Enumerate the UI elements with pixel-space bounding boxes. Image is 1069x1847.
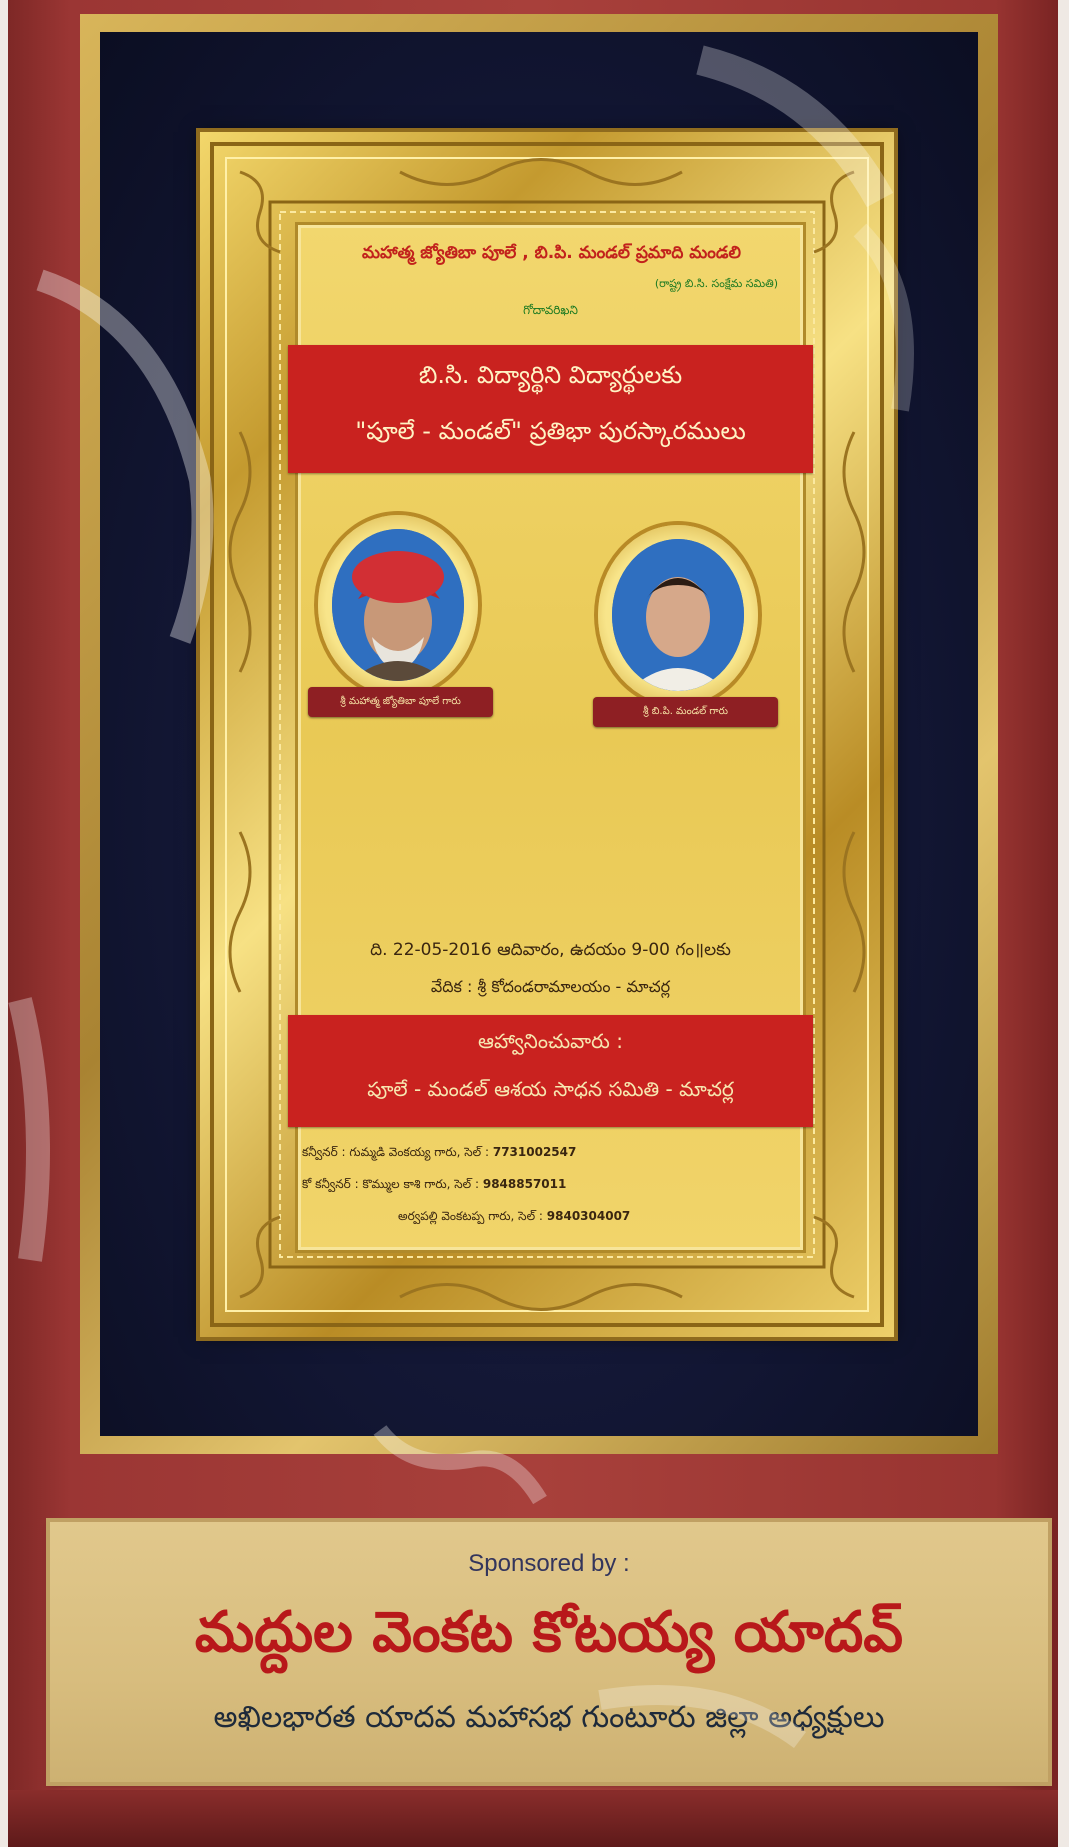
portrait-frame-left — [318, 515, 478, 695]
contact-name: అర్వపల్లి వెంకటప్ప గారు, సెల్ : — [398, 1209, 543, 1223]
event-date: ది. 22-05-2016 ఆదివారం, ఉదయం 9-00 గం॥లకు — [370, 940, 731, 960]
invitees-banner — [288, 1015, 813, 1127]
portrait-right-ribbon — [593, 697, 778, 727]
portrait-right-caption: శ్రీ బి.పి. మండల్ గారు — [643, 706, 728, 717]
organization-title: మహాత్మ జ్యోతిబా పూలే , బి.పి. మండల్ ప్రమాది మండలి — [362, 243, 741, 263]
golden-invitation-card — [200, 132, 894, 1337]
sponsor-title: అఖిలభారత యాదవ మహాసభ గుంటూరు జిల్లా అధ్యక్షులు — [213, 1700, 885, 1735]
contact-role: కన్వీనర్ : — [302, 1145, 346, 1159]
contact-row — [398, 1209, 630, 1226]
portrait-right-image — [612, 539, 744, 691]
man-portrait-icon — [612, 539, 744, 691]
award-banner — [288, 345, 813, 473]
plaque-bottom-edge — [8, 1790, 1058, 1847]
award-banner-line-2: "పూలే - మండల్" ప్రతిభా పురస్కారములు — [355, 417, 746, 445]
contact-role: కో కన్వీనర్ : — [302, 1177, 359, 1191]
contact-name: కొమ్ముల కాశి గారు, సెల్ : — [362, 1177, 480, 1191]
portrait-left-image — [332, 529, 464, 681]
contact-phone: 7731002547 — [492, 1145, 577, 1159]
award-banner-line-1: బి.సి. విద్యార్థిని విద్యార్థులకు — [418, 361, 683, 389]
card-inner-panel — [295, 222, 806, 1253]
contact-phone: 9848857011 — [482, 1177, 567, 1191]
sponsor-name: మద్దుల వెంకట కోటయ్య యాదవ్ — [194, 1600, 904, 1665]
sponsored-by-label: Sponsored by : — [468, 1550, 630, 1577]
sponsor-panel — [50, 1522, 1048, 1782]
contact-phone: 9840304007 — [546, 1209, 631, 1223]
elder-man-portrait-icon — [332, 529, 464, 681]
organization-registration: (రాష్ట్ర బి.సి. సంక్షేమ సమితి) — [654, 277, 778, 290]
invitees-label: ఆహ్వానించువారు : — [478, 1029, 623, 1053]
portrait-left-caption: శ్రీ మహాత్మ జ్యోతిబా పూలే గారు — [340, 696, 461, 707]
event-venue: వేదిక : శ్రీ కోదండరామాలయం - మాచర్ల — [430, 977, 671, 996]
contact-name: గుమ్మడి వెంకయ్య గారు, సెల్ : — [349, 1145, 490, 1159]
portrait-frame-right — [598, 525, 758, 705]
contact-row — [302, 1177, 566, 1194]
organization-place: గోదావరిఖని — [523, 303, 578, 317]
contact-row — [302, 1145, 576, 1162]
invitees-organization: పూలే - మండల్ ఆశయ సాధన సమితి - మాచర్ల — [367, 1077, 734, 1101]
portrait-left-ribbon — [308, 687, 493, 717]
